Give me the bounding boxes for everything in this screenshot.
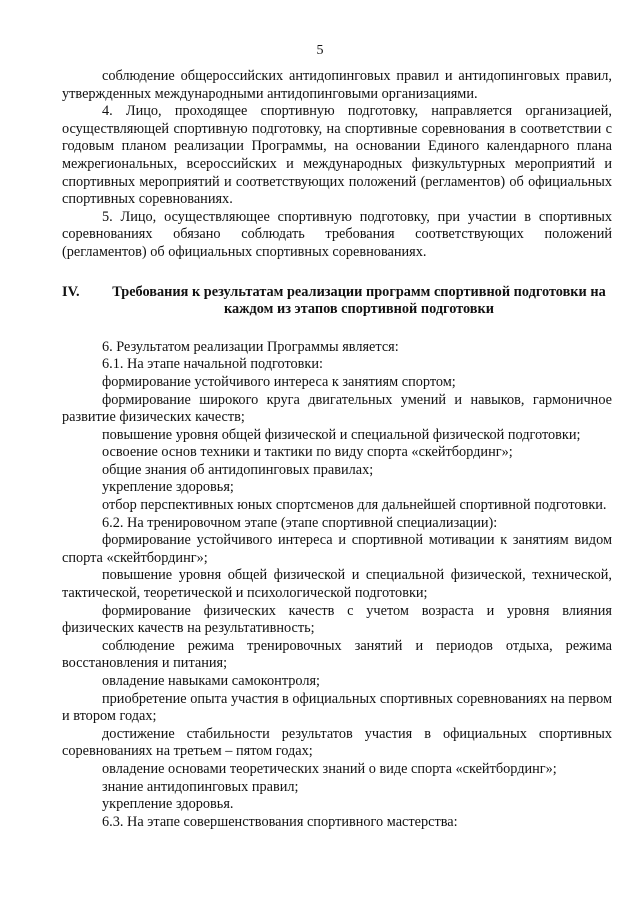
list-item: приобретение опыта участия в официальных спортивных соревнованиях на первом и втором годах;: [62, 690, 612, 725]
paragraph-6-1: 6.1. На этапе начальной подготовки:: [102, 356, 323, 373]
paragraph-5: 5. Лицо, осуществляющее спортивную подготовку, при участии в спортивных соревнованиях обязано соблюдать требования соответствующих положений (регламентов) об официальных спортивных соревнованиях.: [62, 208, 612, 260]
section-heading: [62, 284, 612, 319]
list-item: достижение стабильности результатов участия в официальных спортивных соревнованиях на третьем – пятом годах;: [62, 725, 612, 760]
list-item: овладение основами теоретических знаний о виде спорта «скейтбординг»;: [102, 760, 557, 777]
list-item: укрепление здоровья.: [102, 796, 234, 813]
list-item: общие знания об антидопинговых правилах;: [102, 461, 374, 478]
list-item: соблюдение режима тренировочных занятий и периодов отдыха, режима восстановления и питания;: [62, 637, 612, 672]
list-item: овладение навыками самоконтроля;: [102, 673, 321, 689]
paragraph-continuation: соблюдение общероссийских антидопинговых правил и антидопинговых правил, утвержденных международными антидопинговыми организациями.: [62, 68, 612, 102]
section-title: Требования к результатам реализации программ спортивной подготовки на каждом из этапов спортивной подготовки: [112, 283, 606, 318]
list-item: освоение основ техники и тактики по виду спорта «скейтбординг»;: [102, 444, 513, 461]
paragraph-6: 6. Результатом реализации Программы является:: [102, 338, 399, 355]
list-item: знание антидопинговых правил;: [102, 778, 299, 795]
list-item: отбор перспективных юных спортсменов для дальнейшей спортивной подготовки.: [102, 497, 607, 514]
section-number: IV.: [62, 283, 80, 300]
page-number: 5: [316, 43, 324, 58]
list-item: повышение уровня общей физической и специальной физической, технической, тактической, теоретической и психологической подготовки;: [62, 567, 612, 602]
paragraph-4: 4. Лицо, проходящее спортивную подготовку, направляется организацией, осуществляющей спортивную подготовку, на спортивные соревнования в соответствии с годовым планом реализации Программы, на основании Единого календарного плана межрегиональных, всероссийских и международных физкультурных мероприятий и спортивных мероприятий и соответствующих положений (регламентов) об официальных спортивных соревнованиях.: [62, 103, 612, 208]
paragraph-6-3: 6.3. На этапе совершенствования спортивного мастерства:: [102, 813, 458, 830]
list-item: укрепление здоровья;: [102, 479, 234, 496]
list-item: повышение уровня общей физической и специальной физической подготовки;: [102, 426, 581, 443]
document-body: [62, 68, 612, 831]
list-item: формирование устойчивого интереса и спортивной мотивации к занятиям видом спорта «скейтбординг»;: [62, 532, 612, 566]
list-item: формирование устойчивого интереса к занятиям спортом;: [102, 373, 456, 390]
list-item: формирование широкого круга двигательных умений и навыков, гармоничное развитие физических качеств;: [62, 391, 612, 426]
list-item: формирование физических качеств с учетом возраста и уровня влияния физических качеств на результативность;: [62, 602, 612, 637]
paragraph-6-2: 6.2. На тренировочном этапе (этапе спортивной специализации):: [102, 514, 498, 531]
